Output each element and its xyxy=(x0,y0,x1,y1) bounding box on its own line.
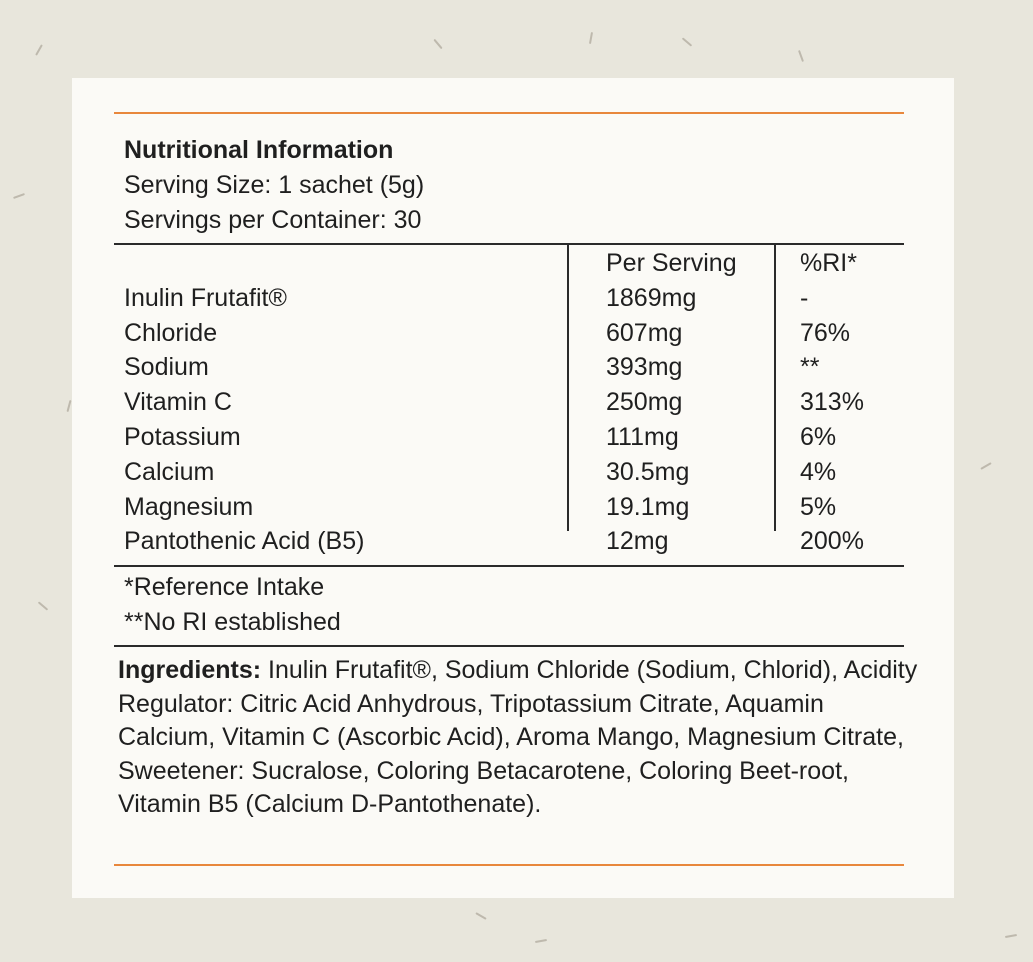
nutrient-name: Inulin Frutafit® xyxy=(124,283,287,312)
table-header-row xyxy=(124,246,904,281)
nutrient-per-serving: 250mg xyxy=(606,388,683,417)
table-top-rule xyxy=(114,243,904,245)
ingredients-label: Ingredients: xyxy=(118,656,262,684)
table-bottom-rule xyxy=(114,565,904,567)
paper-speck xyxy=(38,601,48,610)
footnote-no-ri: **No RI established xyxy=(124,608,341,636)
nutrient-ri: - xyxy=(800,283,809,312)
top-accent-rule xyxy=(114,112,904,114)
nutrient-ri: 4% xyxy=(800,457,837,486)
table-row xyxy=(124,524,904,559)
nutrient-per-serving: 19.1mg xyxy=(606,492,690,521)
nutrient-table xyxy=(124,246,904,559)
nutrient-per-serving: 111mg xyxy=(606,422,679,451)
ingredients-paragraph xyxy=(118,654,918,822)
paper-speck xyxy=(682,37,692,46)
table-row xyxy=(124,420,904,455)
paper-speck xyxy=(535,939,547,943)
paper-speck xyxy=(1005,934,1017,938)
paper-speck xyxy=(589,32,593,44)
footnotes xyxy=(124,570,341,640)
table-row xyxy=(124,455,904,490)
nutrient-name: Vitamin C xyxy=(124,388,232,417)
ingredients-text: Inulin Frutafit®, Sodium Chloride (Sodium, Chlorid), Acidity Regulator: Citric Acid Anhydrous, Tripotassium Citrate, Aquamin Calcium, Vitamin C (Ascorbic Acid), Aroma Mango, Magnesium Citrate, Sweetener: Sucralose, Coloring Betacarotene, Coloring Beet-root, Vitamin B5 (Calcium D-Pantothenate). xyxy=(118,656,918,818)
nutrient-ri: ** xyxy=(800,353,820,382)
paper-speck xyxy=(798,50,804,62)
nutrient-name: Chloride xyxy=(124,318,218,347)
nutrient-ri: 76% xyxy=(800,318,851,347)
table-row xyxy=(124,350,904,385)
paper-speck xyxy=(35,44,43,55)
nutrient-ri: 313% xyxy=(800,388,864,417)
serving-size: Serving Size: 1 sachet (5g) xyxy=(124,171,425,199)
label-title: Nutritional Information xyxy=(124,136,394,164)
footnote-reference-intake: *Reference Intake xyxy=(124,573,325,601)
servings-per-container: Servings per Container: 30 xyxy=(124,206,422,234)
bottom-accent-rule xyxy=(114,864,904,866)
paper-speck xyxy=(433,39,442,49)
column-header-ri: %RI* xyxy=(800,249,857,277)
table-row xyxy=(124,385,904,420)
nutrient-name: Magnesium xyxy=(124,492,254,521)
paper-speck xyxy=(980,462,991,470)
table-row xyxy=(124,316,904,351)
table-row xyxy=(124,490,904,525)
label-header xyxy=(124,133,424,238)
nutrient-per-serving: 12mg xyxy=(606,527,669,556)
table-row xyxy=(124,281,904,316)
nutrient-name: Sodium xyxy=(124,353,209,382)
column-header-per-serving: Per Serving xyxy=(606,249,737,277)
nutrient-ri: 5% xyxy=(800,492,837,521)
nutrient-name: Calcium xyxy=(124,457,215,486)
nutrient-ri: 6% xyxy=(800,422,837,451)
nutrient-per-serving: 30.5mg xyxy=(606,457,690,486)
nutrient-per-serving: 393mg xyxy=(606,353,683,382)
nutrient-name: Potassium xyxy=(124,422,241,451)
paper-speck xyxy=(475,912,486,920)
footnote-rule xyxy=(114,645,904,647)
nutrient-name: Pantothenic Acid (B5) xyxy=(124,527,365,556)
nutrient-ri: 200% xyxy=(800,527,864,556)
paper-speck xyxy=(66,400,71,412)
paper-speck xyxy=(13,193,25,199)
nutrition-label-panel xyxy=(72,78,954,898)
nutrient-per-serving: 1869mg xyxy=(606,283,697,312)
nutrient-per-serving: 607mg xyxy=(606,318,683,347)
